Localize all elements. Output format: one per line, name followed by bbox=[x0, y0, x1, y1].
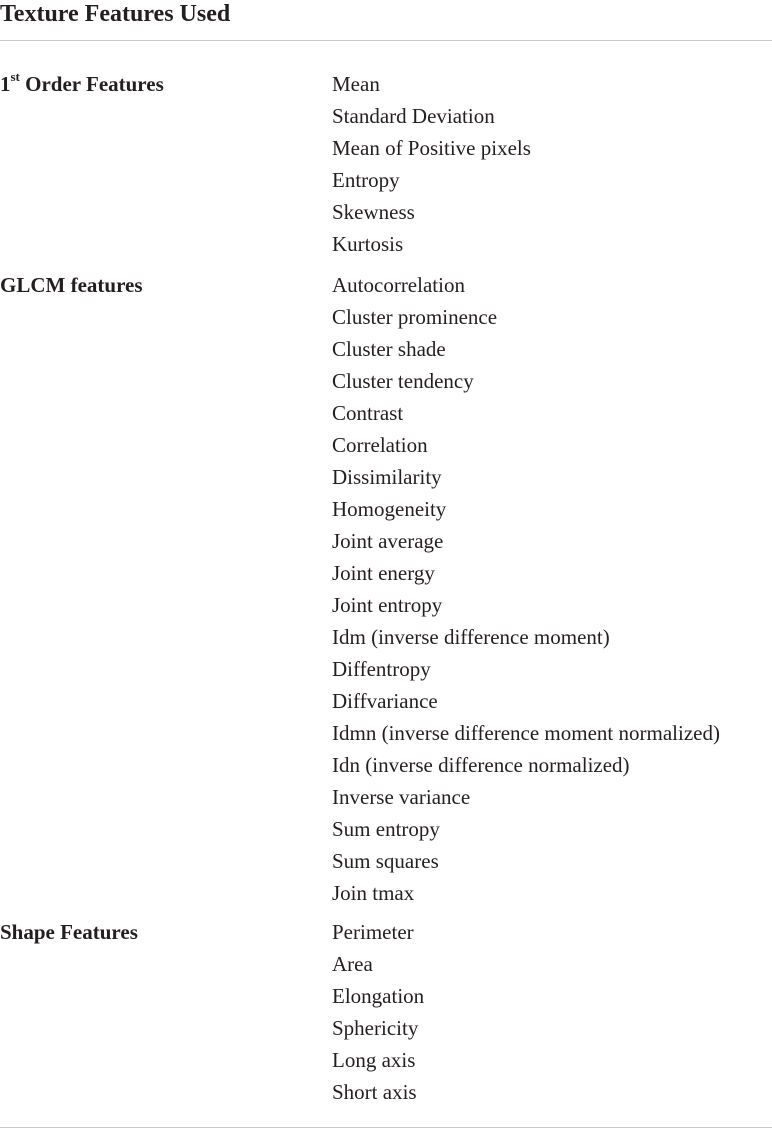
feature-list bbox=[332, 916, 424, 1108]
feature-list bbox=[332, 269, 720, 909]
feature-item: Homogeneity bbox=[332, 497, 447, 521]
group-glcm bbox=[0, 269, 772, 909]
feature-item: Idm (inverse difference moment) bbox=[332, 625, 610, 649]
feature-item: Idmn (inverse difference moment normalized) bbox=[332, 721, 720, 745]
feature-item: Joint entropy bbox=[332, 593, 443, 617]
feature-item: Perimeter bbox=[332, 920, 414, 944]
feature-item: Autocorrelation bbox=[332, 273, 465, 297]
feature-item: Short axis bbox=[332, 1080, 417, 1104]
feature-item: Mean bbox=[332, 72, 380, 96]
feature-item: Joint energy bbox=[332, 561, 435, 585]
group-first-order bbox=[0, 68, 772, 262]
feature-item: Idn (inverse difference normalized) bbox=[332, 753, 630, 777]
feature-item: Long axis bbox=[332, 1048, 416, 1072]
feature-item: Join tmax bbox=[332, 881, 415, 905]
feature-item: Diffvariance bbox=[332, 689, 438, 713]
feature-item: Inverse variance bbox=[332, 785, 471, 809]
group-label-main: Shape Features bbox=[0, 920, 138, 944]
feature-item: Standard Deviation bbox=[332, 104, 495, 128]
group-label-main: 1 bbox=[0, 72, 11, 96]
table-title: Texture Features Used bbox=[0, 1, 231, 27]
feature-item: Joint average bbox=[332, 529, 444, 553]
feature-item: Correlation bbox=[332, 433, 428, 457]
feature-item: Sphericity bbox=[332, 1016, 419, 1040]
feature-item: Diffentropy bbox=[332, 657, 431, 681]
top-rule bbox=[0, 40, 772, 41]
group-label-main: GLCM features bbox=[0, 273, 143, 297]
feature-item: Cluster prominence bbox=[332, 305, 498, 329]
feature-item: Sum entropy bbox=[332, 817, 440, 841]
feature-item: Elongation bbox=[332, 984, 425, 1008]
feature-item: Dissimilarity bbox=[332, 465, 442, 489]
feature-item: Kurtosis bbox=[332, 232, 404, 256]
feature-item: Skewness bbox=[332, 200, 415, 224]
group-label-superscript: st bbox=[10, 69, 20, 84]
group-label bbox=[0, 68, 164, 100]
group-label bbox=[0, 916, 138, 948]
feature-item: Entropy bbox=[332, 168, 400, 192]
feature-item: Cluster shade bbox=[332, 337, 446, 361]
bottom-rule bbox=[0, 1127, 772, 1128]
feature-item: Area bbox=[332, 952, 373, 976]
feature-list bbox=[332, 68, 531, 260]
group-label-rest: Order Features bbox=[19, 72, 164, 96]
feature-item: Mean of Positive pixels bbox=[332, 136, 531, 160]
feature-item: Cluster tendency bbox=[332, 369, 474, 393]
group-shape bbox=[0, 916, 772, 1110]
feature-item: Sum squares bbox=[332, 849, 439, 873]
group-label bbox=[0, 269, 143, 301]
feature-item: Contrast bbox=[332, 401, 404, 425]
